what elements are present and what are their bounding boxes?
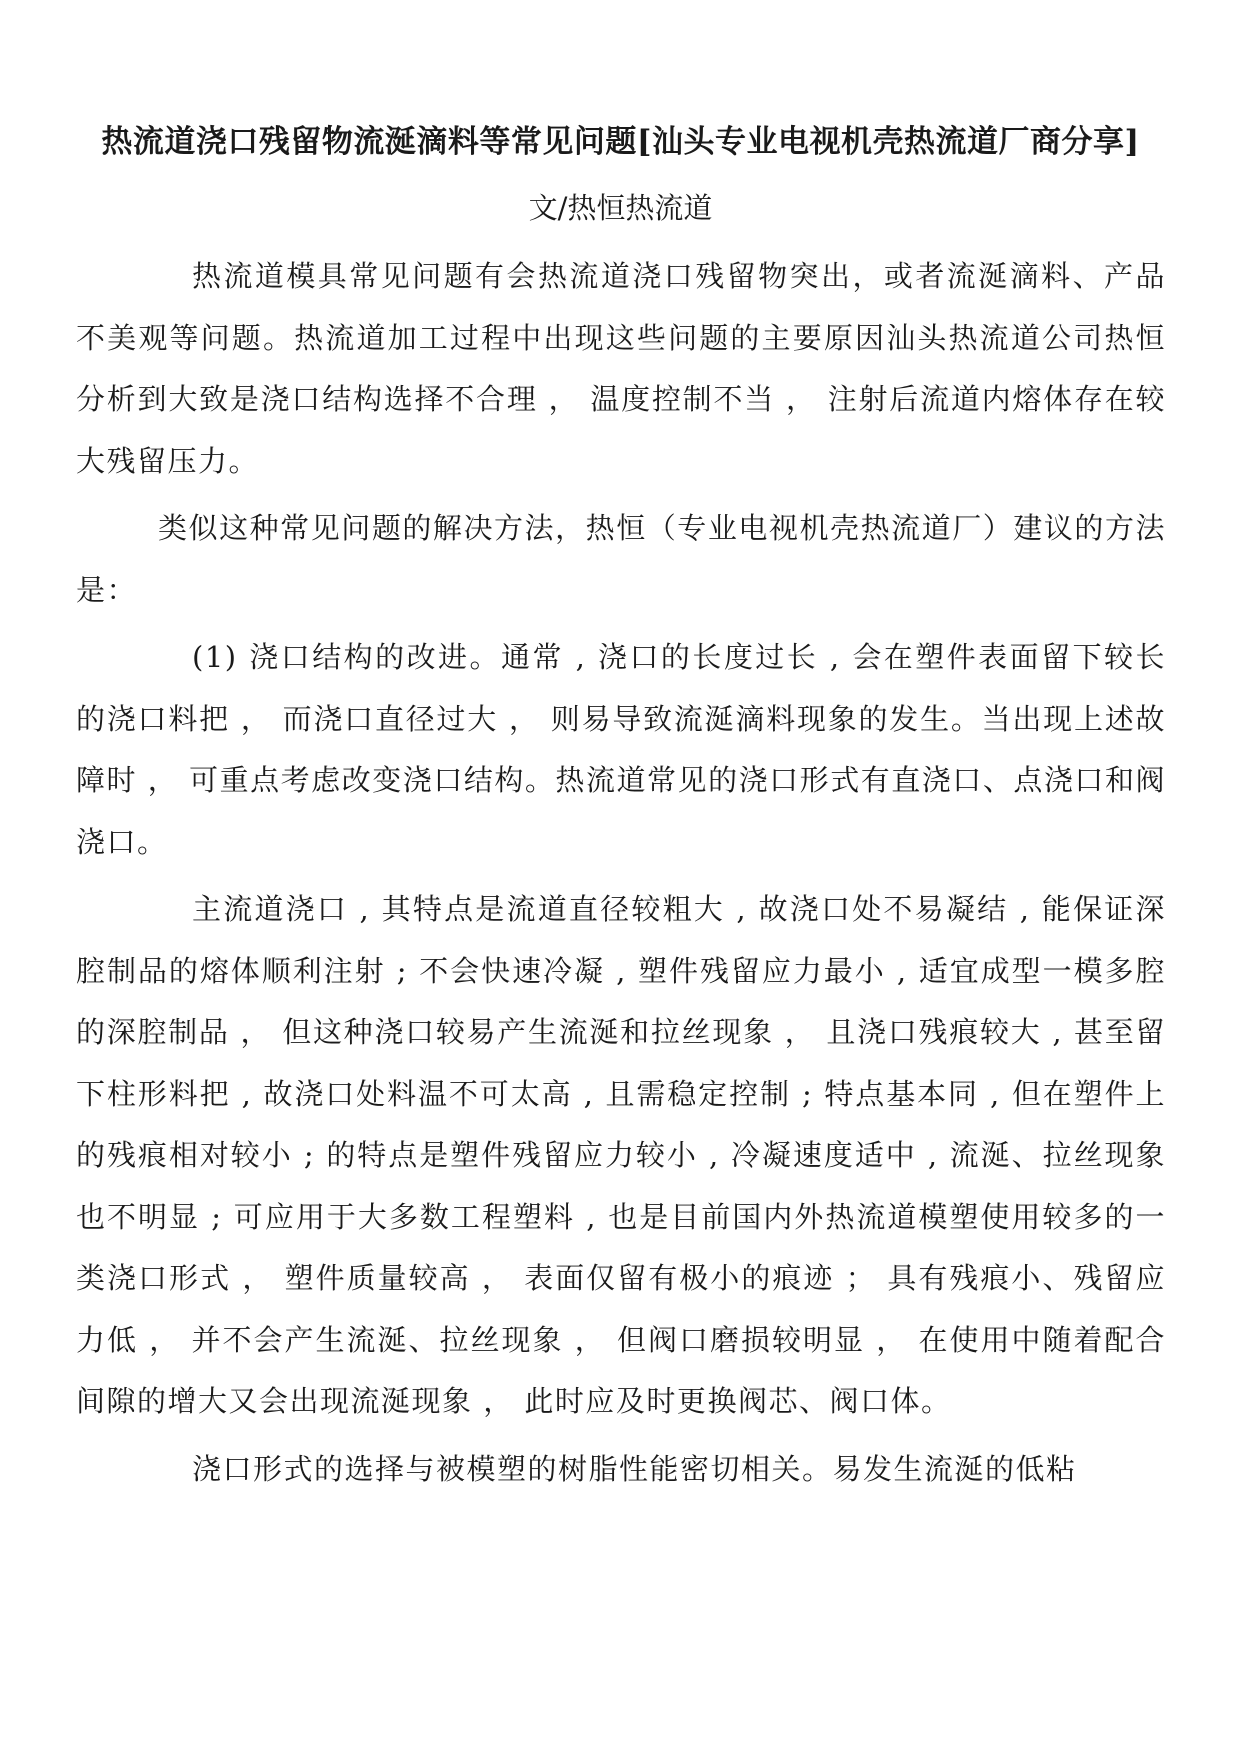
paragraph-gate-structure: (1) 浇口结构的改进。通常 , 浇口的长度过长 , 会在塑件表面留下较长的浇口料把 ， 而浇口直径过大 ， 则易导致流涎滴料现象的发生。当出现上述故障时 ， 可重点考虑改变浇口结构。热流道常见的浇口形式有直浇口、点浇口和阀浇口。 — [76, 640, 1166, 859]
paragraph-gate-selection: 浇口形式的选择与被模塑的树脂性能密切相关。易发生流涎的低粘 — [192, 1451, 1077, 1486]
paragraph-main-runner-gate: 主流道浇口 , 其特点是流道直径较粗大 , 故浇口处不易凝结 , 能保证深腔制品的熔体顺利注射 ; 不会快速冷凝 , 塑件残留应力最小 , 适宜成型一模多腔的深腔制品 ， 但这种浇口较易产生流涎和拉丝现象 ， 且浇口残痕较大 , 甚至留下柱形料把 , 故浇口处料温不可太高 , 且需稳定控制 ; 特点基本同 , 但在塑件上的残痕相对较小 ; 的特点是塑件残留应力较小 , 冷凝速度适中 , 流涎、拉丝现象也不明显 ; 可应用于大多数工程塑料 , 也是目前国内外热流道模塑使用较多的一类浇口形式 ， 塑件质量较高 ， 表面仅留有极小的痕迹 ； 具有残痕小、残留应力低 ， 并不会产生流涎、拉丝现象 ， 但阀口磨损较明显 ， 在使用中随着配合间隙的增大又会出现流涎现象 ， 此时应及时更换阀芯、阀口体。 — [76, 892, 1166, 1418]
paragraph-intro: 热流道模具常见问题有会热流道浇口残留物突出，或者流涎滴料、产品不美观等问题。热流道加工过程中出现这些问题的主要原因汕头热流道公司热恒分析到大致是浇口结构选择不合理 ， 温度控制不当 ， 注射后流道内熔体存在较大残留压力。 — [76, 259, 1166, 478]
document-title: 热流道浇口残留物流涎滴料等常见问题[汕头专业电视机壳热流道厂商分享] — [101, 124, 1140, 160]
author-byline: 文/热恒热流道 — [528, 191, 713, 225]
paragraph-solutions: 类似这种常见问题的解决方法，热恒（专业电视机壳热流道厂）建议的方法是： — [76, 511, 1166, 607]
document-body — [76, 246, 1166, 1500]
